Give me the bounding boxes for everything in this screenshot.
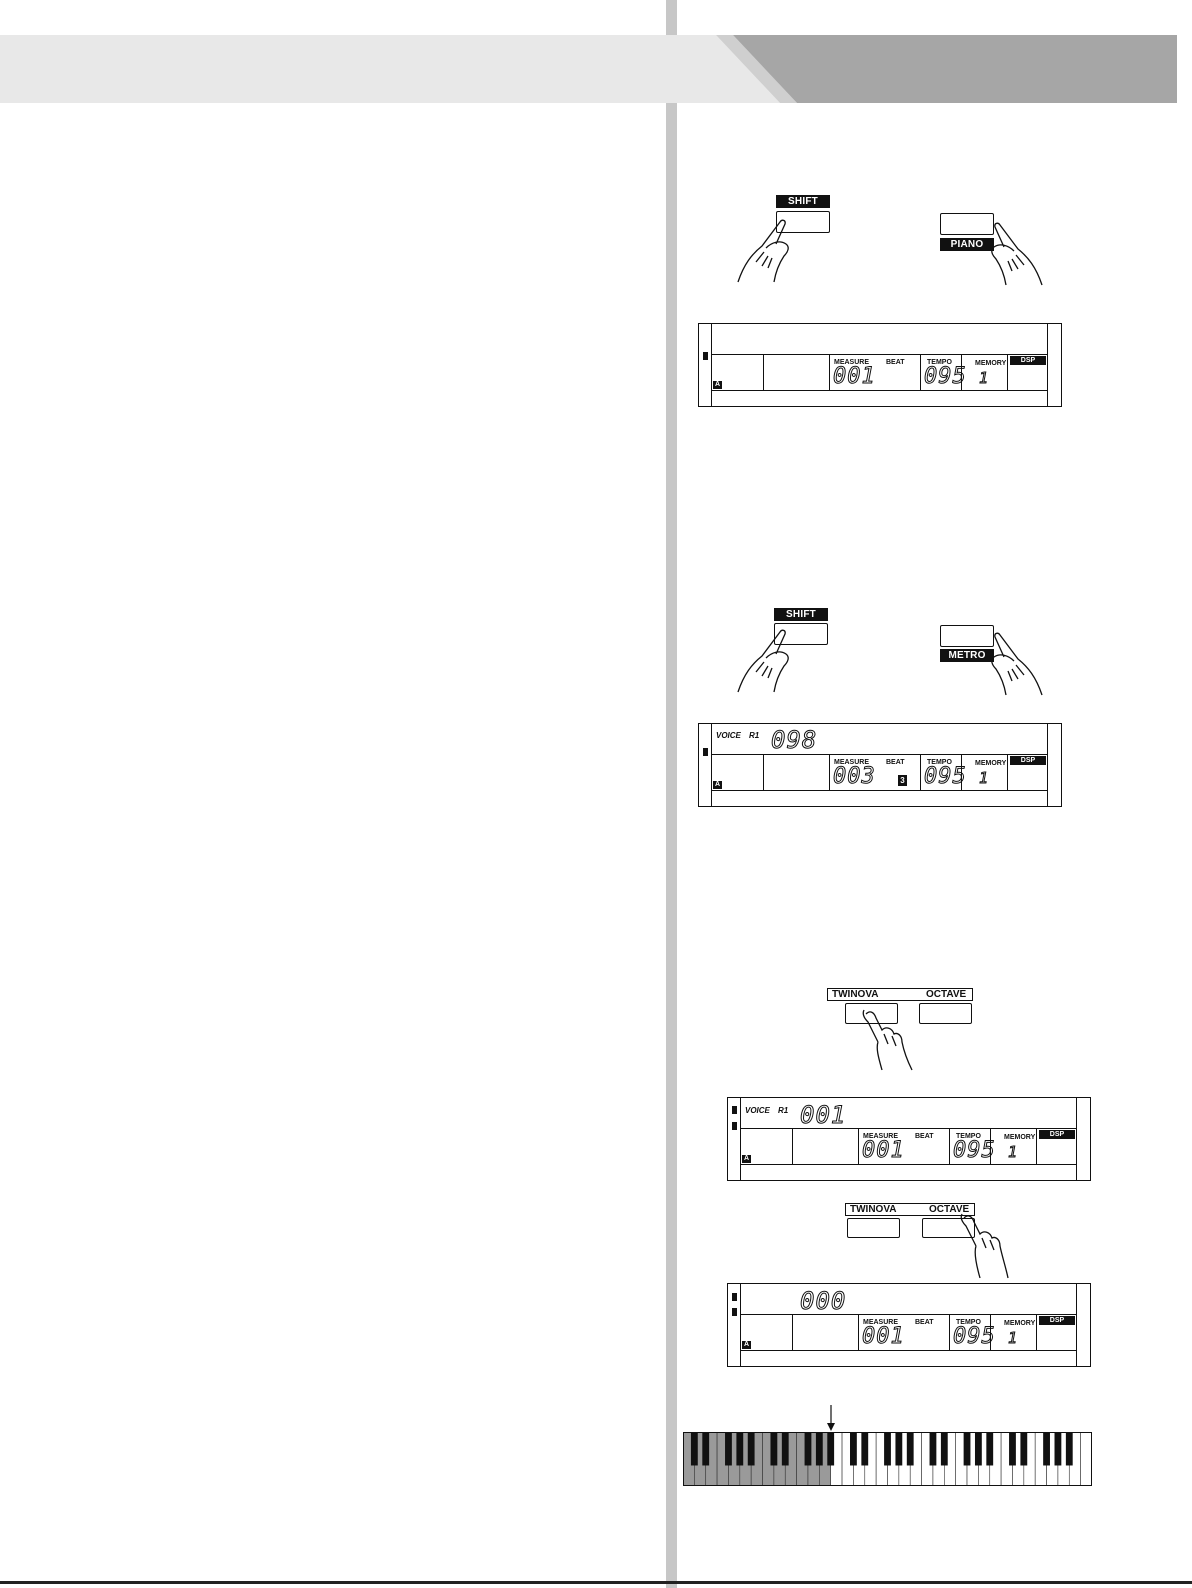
voice-label: VOICE xyxy=(716,731,741,740)
page-gutter xyxy=(666,0,677,1588)
r1-label: R1 xyxy=(749,731,760,740)
beat-value: 3 xyxy=(898,775,907,786)
black-key xyxy=(725,1432,732,1465)
speaker-icon xyxy=(732,1308,737,1316)
white-key xyxy=(1081,1432,1092,1486)
black-key xyxy=(782,1432,789,1465)
black-key xyxy=(930,1432,937,1465)
page-bottom-rule xyxy=(0,1581,1192,1584)
memory-value: 1 xyxy=(979,369,990,387)
beat-label: BEAT xyxy=(886,759,905,766)
black-key xyxy=(736,1432,743,1465)
black-key xyxy=(975,1432,982,1465)
tempo-value: 095 xyxy=(953,1138,996,1163)
measure-value: 003 xyxy=(833,764,876,789)
speaker-icon xyxy=(732,1293,737,1301)
mode-a-indicator: A xyxy=(743,1155,750,1162)
black-key xyxy=(1066,1432,1073,1465)
lcd-display xyxy=(727,1283,1091,1367)
metro-label: METRO xyxy=(940,649,994,662)
black-key xyxy=(1043,1432,1050,1465)
black-key xyxy=(1055,1432,1062,1465)
pressing-hand-icon xyxy=(736,628,800,694)
beat-label: BEAT xyxy=(886,359,905,366)
black-key xyxy=(964,1432,971,1465)
section-header-band xyxy=(0,35,1177,103)
memory-value: 1 xyxy=(1008,1143,1019,1161)
dsp-indicator: DSP xyxy=(1039,1316,1075,1325)
twinova-label: TWINOVA xyxy=(832,989,879,1000)
black-key xyxy=(1020,1432,1027,1465)
octave-value: 000 xyxy=(800,1287,847,1315)
tempo-label: TEMPO xyxy=(956,1319,981,1326)
black-key xyxy=(884,1432,891,1465)
measure-label: MEASURE xyxy=(834,359,870,366)
r1-label: R1 xyxy=(778,1106,789,1115)
black-key xyxy=(907,1432,914,1465)
beat-label: BEAT xyxy=(915,1319,934,1326)
twinova-label: TWINOVA xyxy=(850,1204,897,1215)
shift-label: SHIFT xyxy=(774,608,828,621)
measure-label: MEASURE xyxy=(863,1319,899,1326)
black-key xyxy=(861,1432,868,1465)
memory-label: MEMORY xyxy=(975,360,1007,367)
measure-label: MEASURE xyxy=(863,1133,899,1140)
tempo-label: TEMPO xyxy=(927,759,952,766)
mode-a-indicator: A xyxy=(714,781,721,788)
dsp-indicator: DSP xyxy=(1039,1130,1075,1139)
black-key xyxy=(986,1432,993,1465)
button-group-label xyxy=(827,988,973,1001)
dsp-indicator: DSP xyxy=(1010,356,1046,365)
pressing-hand-icon xyxy=(736,218,800,284)
dsp-indicator: DSP xyxy=(1010,756,1046,765)
piano-label: PIANO xyxy=(940,238,994,251)
beat-label: BEAT xyxy=(915,1133,934,1140)
measure-value: 001 xyxy=(862,1324,905,1349)
black-key xyxy=(748,1432,755,1465)
down-arrow-icon xyxy=(826,1405,836,1431)
keyboard-diagram xyxy=(683,1432,1092,1486)
black-key xyxy=(691,1432,698,1465)
lcd-display xyxy=(727,1097,1091,1181)
speaker-icon xyxy=(703,748,708,756)
speaker-icon xyxy=(703,352,708,360)
black-key xyxy=(827,1432,834,1465)
black-key xyxy=(1009,1432,1016,1465)
pressing-hand-icon xyxy=(954,1212,1014,1280)
octave-label: OCTAVE xyxy=(929,1204,970,1215)
tempo-label: TEMPO xyxy=(927,359,952,366)
voice-label: VOICE xyxy=(745,1106,770,1115)
measure-value: 001 xyxy=(862,1138,905,1163)
memory-value: 1 xyxy=(1008,1329,1019,1347)
black-key xyxy=(770,1432,777,1465)
memory-label: MEMORY xyxy=(975,760,1007,767)
black-key xyxy=(895,1432,902,1465)
speaker-icon xyxy=(732,1122,737,1130)
octave-label: OCTAVE xyxy=(926,989,967,1000)
black-key xyxy=(816,1432,823,1465)
black-key xyxy=(805,1432,812,1465)
pressing-hand-icon xyxy=(856,1008,916,1072)
pressing-hand-icon xyxy=(980,631,1044,697)
memory-label: MEMORY xyxy=(1004,1134,1036,1141)
mode-a-indicator: A xyxy=(743,1341,750,1348)
pressing-hand-icon xyxy=(980,221,1044,287)
black-key xyxy=(850,1432,857,1465)
tempo-value: 095 xyxy=(924,364,967,389)
voice-number: 001 xyxy=(800,1101,847,1129)
shift-label: SHIFT xyxy=(776,195,830,208)
measure-value: 001 xyxy=(833,364,876,389)
tempo-label: TEMPO xyxy=(956,1133,981,1140)
memory-label: MEMORY xyxy=(1004,1320,1036,1327)
mode-a-indicator: A xyxy=(714,381,721,388)
twinova-button[interactable] xyxy=(847,1218,900,1238)
tempo-value: 095 xyxy=(953,1324,996,1349)
tempo-value: 095 xyxy=(924,764,967,789)
voice-number: 098 xyxy=(771,726,818,754)
lcd-display xyxy=(698,323,1062,407)
measure-label: MEASURE xyxy=(834,759,870,766)
lcd-display xyxy=(698,723,1062,807)
octave-button[interactable] xyxy=(919,1003,972,1024)
speaker-icon xyxy=(732,1106,737,1114)
black-key xyxy=(941,1432,948,1465)
black-key xyxy=(702,1432,709,1465)
memory-value: 1 xyxy=(979,769,990,787)
